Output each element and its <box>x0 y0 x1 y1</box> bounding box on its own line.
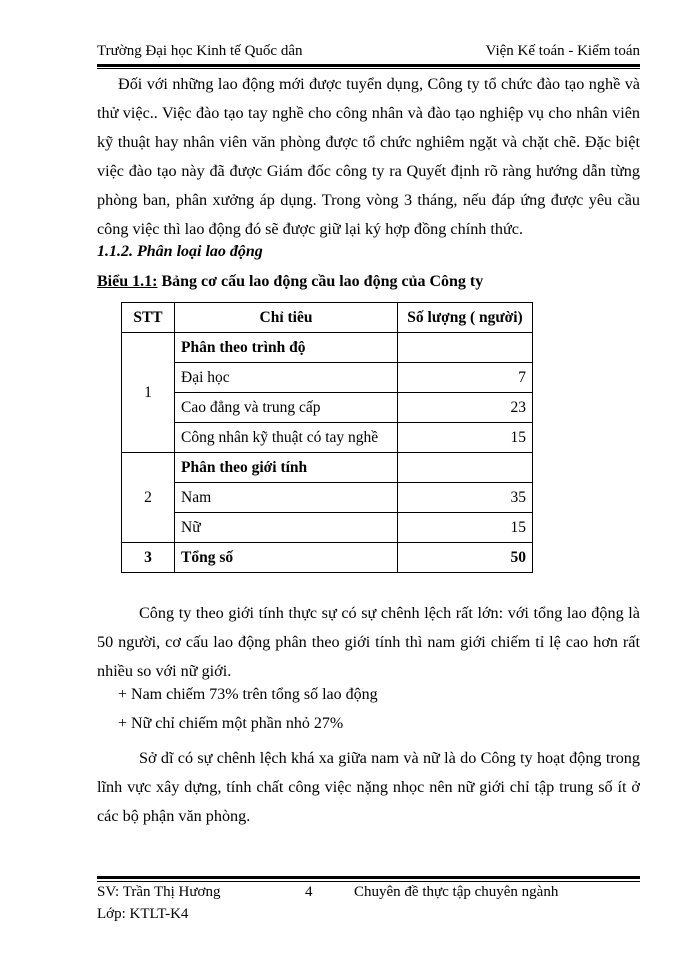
table-row <box>122 333 533 363</box>
bullet-male: + Nam chiếm 73% trên tổng số lao động <box>118 686 378 703</box>
header-stt: STT <box>122 303 175 333</box>
table-caption-label: Biểu 1.1: <box>97 273 158 290</box>
footer-rule-thick <box>97 876 640 879</box>
row-value: 23 <box>398 393 533 423</box>
page-header <box>97 40 640 62</box>
row-label: Công nhân kỹ thuật có tay nghề <box>175 423 398 453</box>
section-title: 1.1.2. Phân loại lao động <box>97 243 263 260</box>
labor-structure-table <box>121 302 533 573</box>
footer-rule-thin <box>97 881 640 882</box>
group1-stt: 1 <box>122 333 175 453</box>
table-row <box>122 393 533 423</box>
row-value: 15 <box>398 513 533 543</box>
footer-student: SV: Trần Thị Hương <box>97 884 221 900</box>
group1-title-value <box>398 333 533 363</box>
row-value: 35 <box>398 483 533 513</box>
row-value: 7 <box>398 363 533 393</box>
footer-class: Lớp: KTLT-K4 <box>97 906 189 922</box>
table-row <box>122 453 533 483</box>
table-caption-text: Bảng cơ cấu lao động cầu lao động của Công ty <box>157 273 484 290</box>
header-rule-thin <box>97 68 640 69</box>
group2-title: Phân theo giới tính <box>175 453 398 483</box>
table-row <box>122 423 533 453</box>
row-value: 15 <box>398 423 533 453</box>
total-value: 50 <box>398 543 533 573</box>
header-indicator: Chỉ tiêu <box>175 303 398 333</box>
row-label: Đại học <box>175 363 398 393</box>
table-caption <box>97 273 483 291</box>
group2-stt: 2 <box>122 453 175 543</box>
paragraph-training: Đối với những lao động mới được tuyển dụng, Công ty tổ chức đào tạo nghề và thử việc.. Việc đào tạo tay nghề cho công nhân và đào tạo nghiệp vụ cho nhân viên kỹ thuật hay nhân viên văn phòng được tổ chức nghiêm ngặt và chặt chẽ. Đặc biệt việc đào tạo này đã được Giám đốc công ty ra Quyết định rõ ràng hướng dẫn từng phòng ban, phân xưởng áp dụng. Trong vòng 3 tháng, nếu đáp ứng được yêu cầu công việc thì lao động đó sẽ được giữ lại ký hợp đồng chính thức. <box>97 75 640 238</box>
table-row <box>122 513 533 543</box>
group1-title: Phân theo trình độ <box>175 333 398 363</box>
header-institute: Viện Kế toán - Kiểm toán <box>485 43 640 59</box>
header-quantity: Số lượng ( người) <box>398 303 533 333</box>
table-row <box>122 483 533 513</box>
total-stt: 3 <box>122 543 175 573</box>
bullet-female: + Nữ chỉ chiếm một phần nhỏ 27% <box>118 715 344 732</box>
row-label: Cao đẳng và trung cấp <box>175 393 398 423</box>
page-number: 4 <box>305 884 313 900</box>
group2-title-value <box>398 453 533 483</box>
header-university: Trường Đại học Kinh tế Quốc dân <box>97 43 303 59</box>
table-total-row <box>122 543 533 573</box>
footer-report-title: Chuyên đề thực tập chuyên ngành <box>354 884 559 900</box>
table-row <box>122 363 533 393</box>
table-header-row <box>122 303 533 333</box>
row-label: Nữ <box>175 513 398 543</box>
row-label: Nam <box>175 483 398 513</box>
total-label: Tổng số <box>175 543 398 573</box>
header-rule-thick <box>97 64 640 67</box>
paragraph-gender-gap: Công ty theo giới tính thực sự có sự chênh lệch rất lớn: với tổng lao động là 50 người, cơ cấu lao động phân theo giới tính thì nam giới chiếm tỉ lệ cao hơn rất nhiều so với nữ giới. <box>97 604 640 680</box>
paragraph-reason: Sở dĩ có sự chênh lệch khá xa giữa nam và nữ là do Công ty hoạt động trong lĩnh vực xây dựng, tính chất công việc nặng nhọc nên nữ giới chỉ tập trung số ít ở các bộ phận văn phòng. <box>97 749 640 825</box>
